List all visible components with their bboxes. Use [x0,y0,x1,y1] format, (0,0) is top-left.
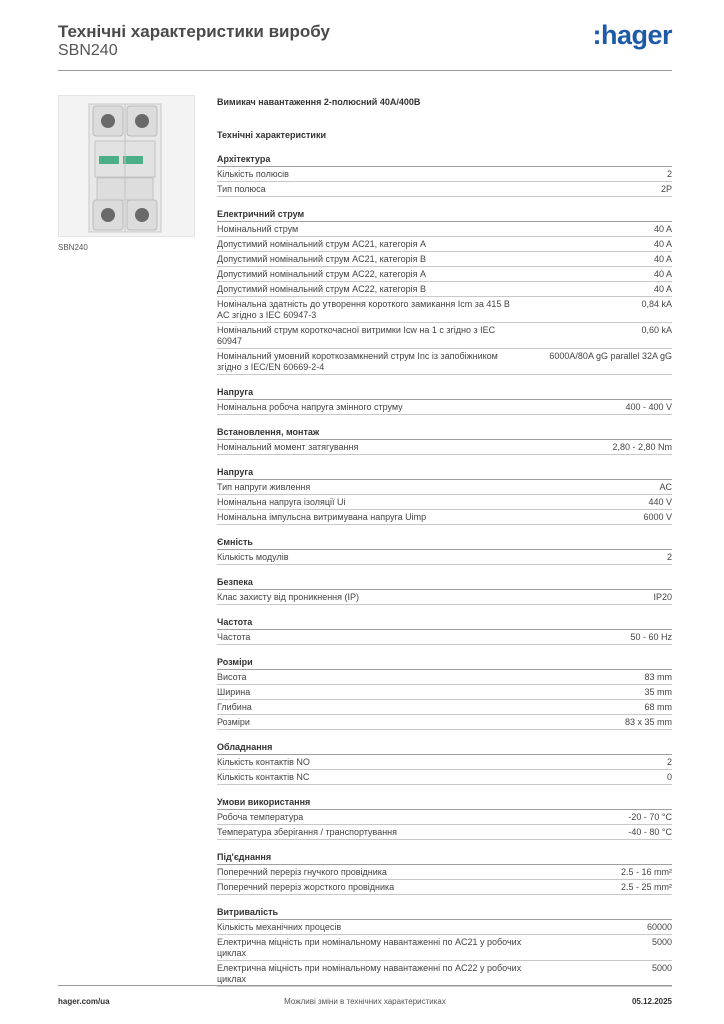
spec-row [217,825,672,840]
spec-label: Номінальна робоча напруга змінного струму [217,402,403,412]
spec-row [217,267,672,282]
section-title: Архітектура [217,152,672,167]
spec-value: IP20 [653,592,672,602]
product-image [58,95,195,237]
spec-value: -40 - 80 °C [628,827,672,837]
spec-label: Тип полюса [217,184,266,194]
spec-value: 400 - 400 V [625,402,672,412]
spec-section [217,425,672,455]
image-caption: SBN240 [58,243,88,252]
spec-label: Допустимий номінальний струм AC22, категорія A [217,269,427,279]
spec-label: Робоча температура [217,812,304,822]
spec-value: 2 [666,552,672,562]
spec-value: 50 - 60 Hz [630,632,672,642]
spec-label: Номінальна напруга ізоляції Ui [217,497,346,507]
spec-label: Кількість механічних процесів [217,922,342,932]
spec-row [217,715,672,730]
spec-value: 40 A [653,224,672,234]
spec-value: 68 mm [644,702,672,712]
spec-row [217,349,672,375]
spec-value: 5000 [651,963,672,973]
product-name: Вимикач навантаження 2-полюсний 40А/400В [217,97,421,107]
section-title: Частота [217,615,672,630]
spec-label: Кількість полюсів [217,169,289,179]
spec-label: Номінальний струм короткочасної витримки Icw на 1 с згідно з IEC 60947 [217,325,496,346]
spec-value: 83 mm [644,672,672,682]
spec-value: 40 A [653,284,672,294]
spec-label: Клас захисту від проникнення (IP) [217,592,360,602]
spec-row [217,323,672,349]
spec-row [217,222,672,237]
section-title: Розміри [217,655,672,670]
spec-label: Номінальна імпульсна витримувана напруга Uimp [217,512,427,522]
spec-value: 2.5 - 25 mm² [620,882,672,892]
spec-label: Поперечний переріз гнучкого провідника [217,867,387,877]
section-title: Витривалість [217,905,672,920]
spec-row [217,590,672,605]
spec-section [217,152,672,197]
spec-content [217,95,672,987]
section-title: Умови використання [217,795,672,810]
spec-value: 2.5 - 16 mm² [620,867,672,877]
section-title: Напруга [217,465,672,480]
spec-label: Номінальна здатність до утворення короткого замикання Icm за 415 В AC згідно з IEC 60947-3 [217,299,510,320]
spec-value: 6000 V [643,512,672,522]
spec-label: Розміри [217,717,250,727]
spec-label: Кількість контактів NC [217,772,310,782]
spec-row [217,920,672,935]
tech-specs-heading: Технічні характеристики [217,130,326,140]
spec-row [217,400,672,415]
section-title: Напруга [217,385,672,400]
spec-value: 60000 [646,922,672,932]
section-title: Під'єднання [217,850,672,865]
spec-label: Тип напруги живлення [217,482,311,492]
spec-section [217,575,672,605]
spec-label: Висота [217,672,247,682]
spec-section [217,905,672,987]
hager-logo: :hager [592,20,672,50]
product-code: SBN240 [58,42,118,59]
spec-row [217,810,672,825]
spec-value: 40 A [653,254,672,264]
spec-label: Електрична міцність при номінальному навантаженні по AC21 у робочих циклах [217,937,522,958]
spec-row [217,550,672,565]
spec-row [217,182,672,197]
spec-row [217,770,672,785]
spec-label: Глибина [217,702,252,712]
spec-section [217,655,672,730]
page-header [58,22,672,71]
spec-label: Номінальний умовний короткозамкнений струм Inc із запобіжником згідно з IEC/EN 60669-2-4 [217,351,498,372]
section-title: Електричний струм [217,207,672,222]
spec-row [217,685,672,700]
page-footer [58,985,672,1006]
spec-row [217,282,672,297]
spec-sections [217,152,672,987]
spec-label: Допустимий номінальний струм AC22, категорія B [217,284,427,294]
spec-value: 0,84 kA [641,299,672,309]
spec-section [217,465,672,525]
spec-row [217,630,672,645]
spec-value: 2 [666,169,672,179]
spec-label: Допустимий номінальний струм AC21, категорія A [217,239,427,249]
spec-label: Допустимий номінальний струм AC21, категорія B [217,254,427,264]
section-title: Безпека [217,575,672,590]
spec-row [217,865,672,880]
spec-value: 35 mm [644,687,672,697]
footer-disclaimer: Можливі зміни в технічних характеристиках [284,997,446,1006]
spec-section [217,850,672,895]
spec-label: Ширина [217,687,251,697]
spec-value: 5000 [651,937,672,947]
spec-row [217,755,672,770]
spec-value: 83 x 35 mm [624,717,672,727]
spec-row [217,237,672,252]
spec-section [217,615,672,645]
spec-value: AC [659,482,672,492]
spec-section [217,207,672,375]
section-title: Обладнання [217,740,672,755]
spec-row [217,670,672,685]
spec-label: Електрична міцність при номінальному навантаженні по AC22 у робочих циклах [217,963,522,984]
spec-value: 6000A/80A gG parallel 32A gG [549,351,672,361]
spec-label: Кількість контактів NO [217,757,310,767]
spec-value: 2 [666,757,672,767]
spec-label: Поперечний переріз жорсткого провідника [217,882,395,892]
spec-label: Температура зберігання / транспортування [217,827,398,837]
spec-label: Частота [217,632,251,642]
spec-row [217,167,672,182]
spec-value: 2P [660,184,672,194]
spec-section [217,385,672,415]
spec-row [217,880,672,895]
spec-value: 40 A [653,239,672,249]
spec-label: Номінальний струм [217,224,299,234]
spec-value: 2,80 - 2,80 Nm [612,442,672,452]
spec-row [217,700,672,715]
spec-value: -20 - 70 °C [628,812,672,822]
spec-row [217,935,672,961]
spec-row [217,440,672,455]
spec-label: Кількість модулів [217,552,289,562]
spec-row [217,252,672,267]
spec-value: 440 V [648,497,672,507]
section-title: Ємність [217,535,672,550]
footer-date: 05.12.2025 [631,997,672,1006]
spec-value: 0,60 kA [641,325,672,335]
section-title: Встановлення, монтаж [217,425,672,440]
spec-section [217,795,672,840]
spec-section [217,740,672,785]
spec-row [217,510,672,525]
page-title: Технічні характеристики виробу [58,22,330,41]
footer-website-link[interactable]: hager.com/ua [58,997,110,1006]
spec-value: 40 A [653,269,672,279]
spec-row [217,297,672,323]
spec-label: Номінальний момент затягування [217,442,359,452]
spec-value: 0 [666,772,672,782]
load-switch-illustration [59,96,194,236]
spec-row [217,480,672,495]
spec-row [217,961,672,987]
spec-row [217,495,672,510]
spec-section [217,535,672,565]
